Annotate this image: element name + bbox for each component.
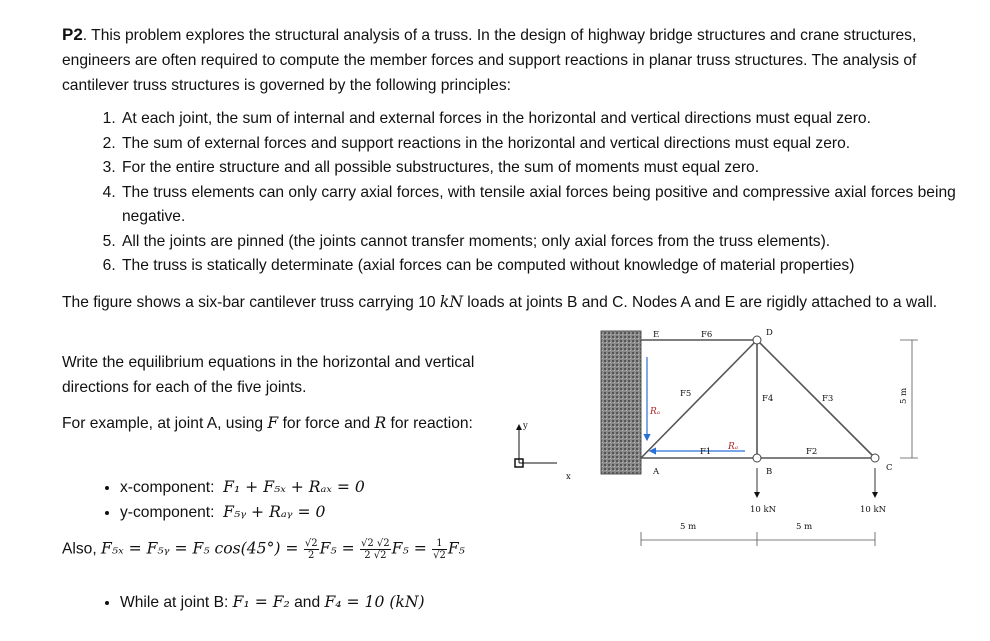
dim-span2-label: 5 m: [796, 522, 813, 532]
principle-item: 2. The sum of external forces and support reactions in the horizontal and vertical directions must equal zero.: [120, 132, 980, 157]
also-term2: F₅ =: [391, 539, 427, 558]
also-eq1: F₅ₓ = F₅ᵧ = F₅ cos(45°) =: [101, 539, 299, 558]
load-c-label: 10 kN: [860, 505, 887, 515]
fraction-den: 2: [308, 550, 315, 561]
node-d-label: D: [766, 328, 773, 338]
fraction-den: √2: [433, 550, 446, 561]
task-text: Write the equilibrium equations in the horizontal and vertical directions for each of the five joints.: [62, 354, 475, 396]
also-prefix: Also,: [62, 540, 101, 558]
load-b-label: 10 kN: [750, 505, 777, 515]
reaction-vertical-label: Rₐ: [650, 407, 661, 417]
fraction-den: 2 √2: [364, 550, 387, 561]
member-f4-label: F4: [762, 394, 774, 404]
x-component-label: x-component:: [120, 479, 215, 496]
problem-intro-text: . This problem explores the structural analysis of a truss. In the design of highway bridge structures and crane structures, engineers are often required to compute the member forces and support reactions in planar truss structures. The analysis of cantilever truss structures is governed by the following principles:: [62, 27, 917, 94]
x-component-equation: F₁ + F₅ₓ + Rₐₓ = 0: [223, 478, 365, 496]
node-b: [753, 454, 761, 462]
dimension-lines: [641, 340, 918, 546]
problem-label: P2: [62, 25, 83, 44]
joint-b-and: and: [289, 594, 325, 611]
axes-icon: [515, 425, 557, 467]
figure-text-part2: loads at joints B and C. Nodes A and E are rigidly attached to a wall.: [462, 294, 938, 311]
node-d: [753, 336, 761, 344]
node-c-label: C: [886, 463, 893, 473]
also-term3: F₅: [447, 539, 465, 558]
dim-height-label: 5 m: [899, 387, 909, 404]
axis-x-label: x: [566, 472, 571, 482]
y-component-label: y-component:: [120, 504, 215, 521]
member-f2-label: F2: [806, 447, 818, 457]
figure-text-unit: kN: [439, 293, 463, 311]
example-p3: for reaction:: [386, 415, 473, 432]
principle-item: 1. At each joint, the sum of internal and external forces in the horizontal and vertical directions must equal zero.: [120, 107, 980, 132]
joint-b-eq2: F₄ = 10 (kN): [324, 593, 425, 611]
principle-item: 4. The truss elements can only carry axial forces, with tensile axial forces being positive and compressive axial forces being negative.: [120, 181, 980, 230]
principle-item: 3. For the entire structure and all possible substructures, the sum of moments must equal zero.: [120, 156, 980, 181]
fraction-num: 1: [432, 538, 447, 550]
reaction-horizontal-label: Rₐ: [728, 442, 739, 452]
member-f3: [757, 340, 875, 458]
joint-b-eq1: F₁ = F₂: [232, 593, 290, 611]
example-p2: for force and: [278, 415, 375, 432]
example-r-symbol: R: [374, 414, 387, 432]
also-term1: F₅ =: [319, 539, 355, 558]
member-f5-label: F5: [680, 389, 692, 399]
axis-y-label: y: [523, 421, 528, 431]
figure-text-part1: The figure shows a six-bar cantilever truss carrying 10: [62, 294, 440, 311]
node-e-label: E: [653, 330, 660, 340]
member-f5: [641, 340, 757, 458]
member-f3-label: F3: [822, 394, 834, 404]
node-b-label: B: [766, 467, 773, 477]
wall: [601, 331, 641, 474]
y-component-equation: F₅ᵧ + Rₐᵧ = 0: [223, 503, 326, 521]
fraction-num: √2 √2: [361, 538, 390, 549]
truss-members: [641, 340, 875, 458]
principle-item: 5. All the joints are pinned (the joints cannot transfer moments; only axial forces from the truss elements).: [120, 230, 980, 255]
example-f-symbol: F: [267, 414, 279, 432]
node-c: [871, 454, 879, 462]
joint-b-text: While at joint B:: [120, 594, 233, 611]
fraction-num: √2: [304, 538, 318, 549]
node-a-label: A: [653, 467, 660, 477]
example-p1: For example, at joint A, using: [62, 415, 268, 432]
principle-item: 6. The truss is statically determinate (axial forces can be computed without knowledge of material properties): [120, 254, 980, 279]
member-f6-label: F6: [701, 330, 713, 340]
dim-span1-label: 5 m: [680, 522, 697, 532]
member-f1-label: F1: [700, 447, 712, 457]
